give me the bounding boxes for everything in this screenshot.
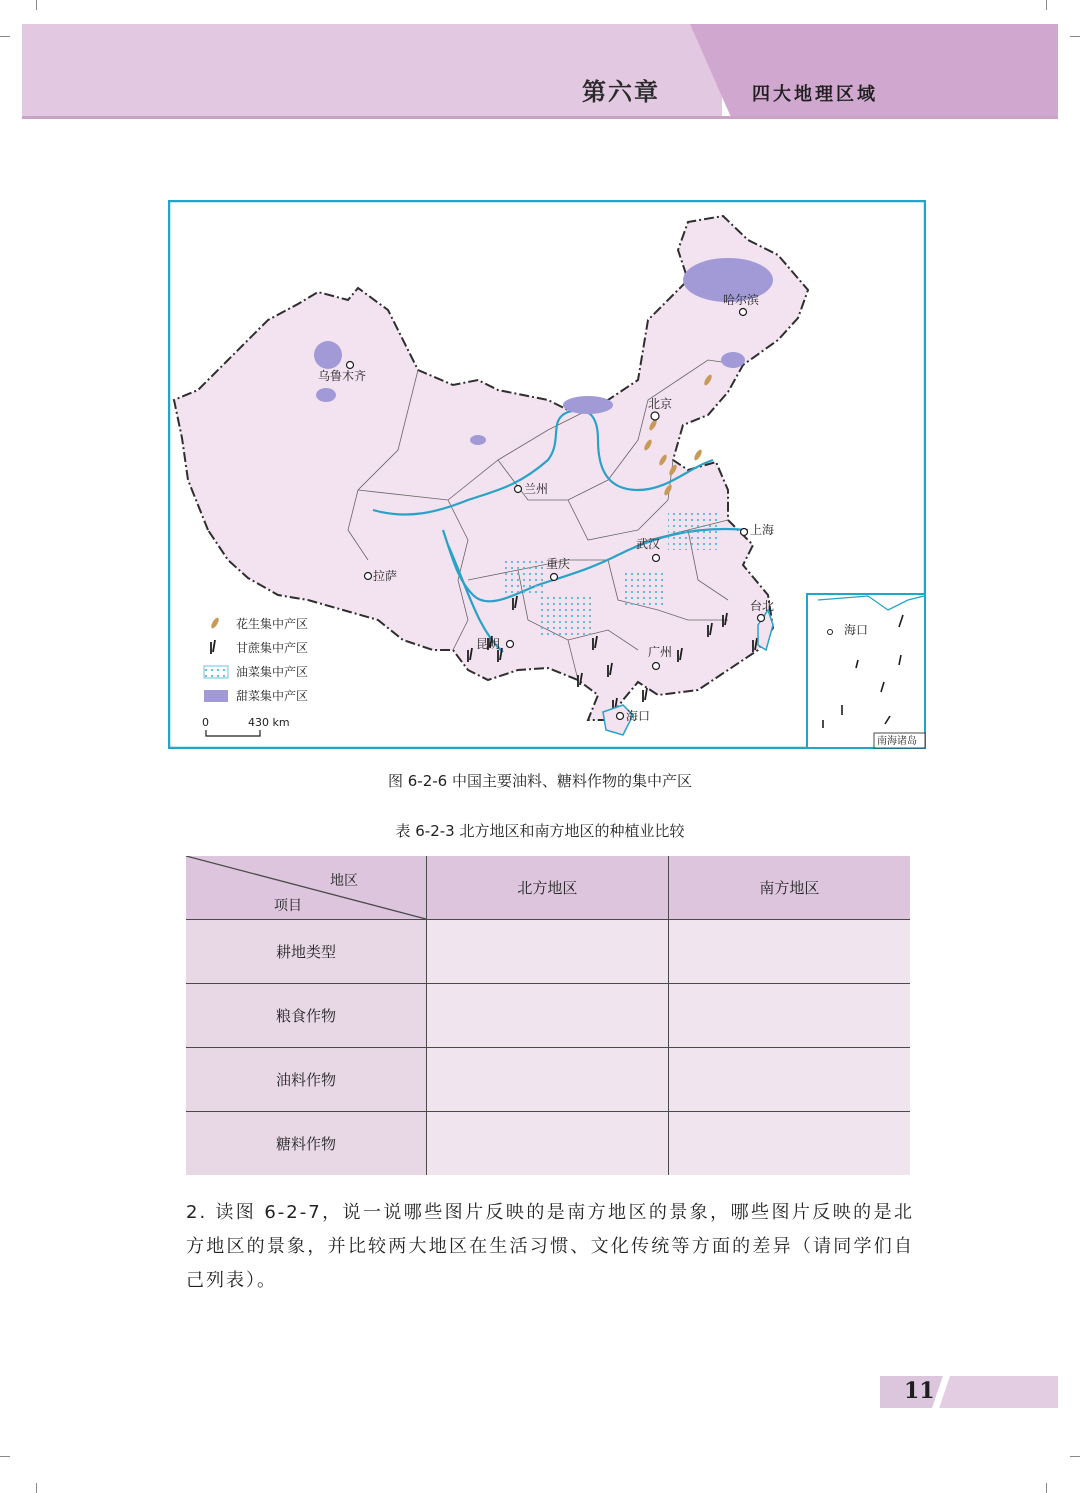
table-cell[interactable]	[668, 984, 910, 1048]
crop-mark	[0, 1456, 10, 1457]
column-header-south: 南方地区	[668, 856, 910, 920]
row-header-sugar-crops: 糖料作物	[186, 1112, 427, 1176]
city-label-lanzhou: 兰州	[524, 482, 549, 496]
row-header-grain-crops: 粮食作物	[186, 984, 427, 1048]
table-cell[interactable]	[668, 1112, 910, 1176]
rapeseed-legend-icon	[204, 666, 228, 678]
table-cell[interactable]	[668, 1048, 910, 1112]
crop-mark	[1046, 1483, 1047, 1493]
legend-beet: 甜菜集中产区	[236, 689, 309, 703]
header-region: 地区	[330, 873, 358, 889]
table-cell[interactable]	[427, 984, 669, 1048]
table-row	[186, 1048, 910, 1112]
scale-distance: 430 km	[248, 716, 290, 729]
table-caption: 表 6-2-3 北方地区和南方地区的种植业比较	[395, 822, 685, 840]
legend-sugarcane: 甘蔗集中产区	[236, 641, 309, 655]
city-label-urumqi: 乌鲁木齐	[318, 369, 367, 383]
city-label-chongqing: 重庆	[546, 557, 571, 571]
city-label-taipei: 台北	[750, 599, 775, 613]
city-label-harbin: 哈尔滨	[723, 293, 760, 307]
city-label-beijing: 北京	[648, 397, 673, 411]
page-number-band-accent	[936, 1376, 1058, 1408]
diagonal-divider	[186, 856, 426, 919]
table-row	[186, 1112, 910, 1176]
table-row	[186, 984, 910, 1048]
table-cell[interactable]	[427, 920, 669, 984]
city-label-wuhan: 武汉	[636, 537, 661, 551]
table-header-row	[186, 856, 910, 920]
row-header-farmland-type: 耕地类型	[186, 920, 427, 984]
inset-city-label: 海口	[844, 623, 869, 637]
beet-legend-icon	[204, 690, 228, 702]
page-number: 11	[904, 1378, 935, 1404]
city-label-lhasa: 拉萨	[373, 569, 398, 583]
table-cell[interactable]	[427, 1048, 669, 1112]
crop-mark	[1070, 1456, 1080, 1457]
china-crop-map	[168, 200, 926, 749]
table-corner-cell	[186, 856, 427, 920]
legend-rapeseed: 油菜集中产区	[236, 665, 309, 679]
crop-mark	[0, 36, 10, 37]
crop-mark	[1070, 36, 1080, 37]
table-cell[interactable]	[427, 1112, 669, 1176]
question-text: 2. 读图 6-2-7，说一说哪些图片反映的是南方地区的景象，哪些图片反映的是北方地区的景象，并比较两大地区在生活习惯、文化传统等方面的差异（请同学们自己列表）。	[186, 1202, 914, 1291]
column-header-north: 北方地区	[427, 856, 669, 920]
crop-mark	[1046, 0, 1047, 10]
section-title: 四大地理区域	[752, 84, 878, 105]
chapter-title: 第六章	[582, 78, 660, 106]
header-item: 项目	[274, 898, 302, 914]
table-cell[interactable]	[668, 920, 910, 984]
city-label-haikou: 海口	[626, 709, 651, 723]
scale-zero: 0	[202, 716, 209, 729]
row-header-oil-crops: 油料作物	[186, 1048, 427, 1112]
city-label-guangzhou: 广州	[648, 645, 673, 659]
south-china-sea-inset	[807, 594, 925, 748]
city-label-shanghai: 上海	[750, 523, 775, 537]
legend-peanut: 花生集中产区	[236, 617, 309, 631]
city-label-kunming: 昆明	[476, 637, 501, 651]
inset-label: 南海诸岛	[877, 736, 917, 747]
figure-caption: 图 6-2-6 中国主要油料、糖料作物的集中产区	[388, 772, 692, 790]
table-row	[186, 920, 910, 984]
crop-mark	[36, 0, 37, 10]
header-rule	[22, 116, 1058, 119]
comparison-table	[186, 856, 910, 1175]
crop-mark	[36, 1483, 37, 1493]
